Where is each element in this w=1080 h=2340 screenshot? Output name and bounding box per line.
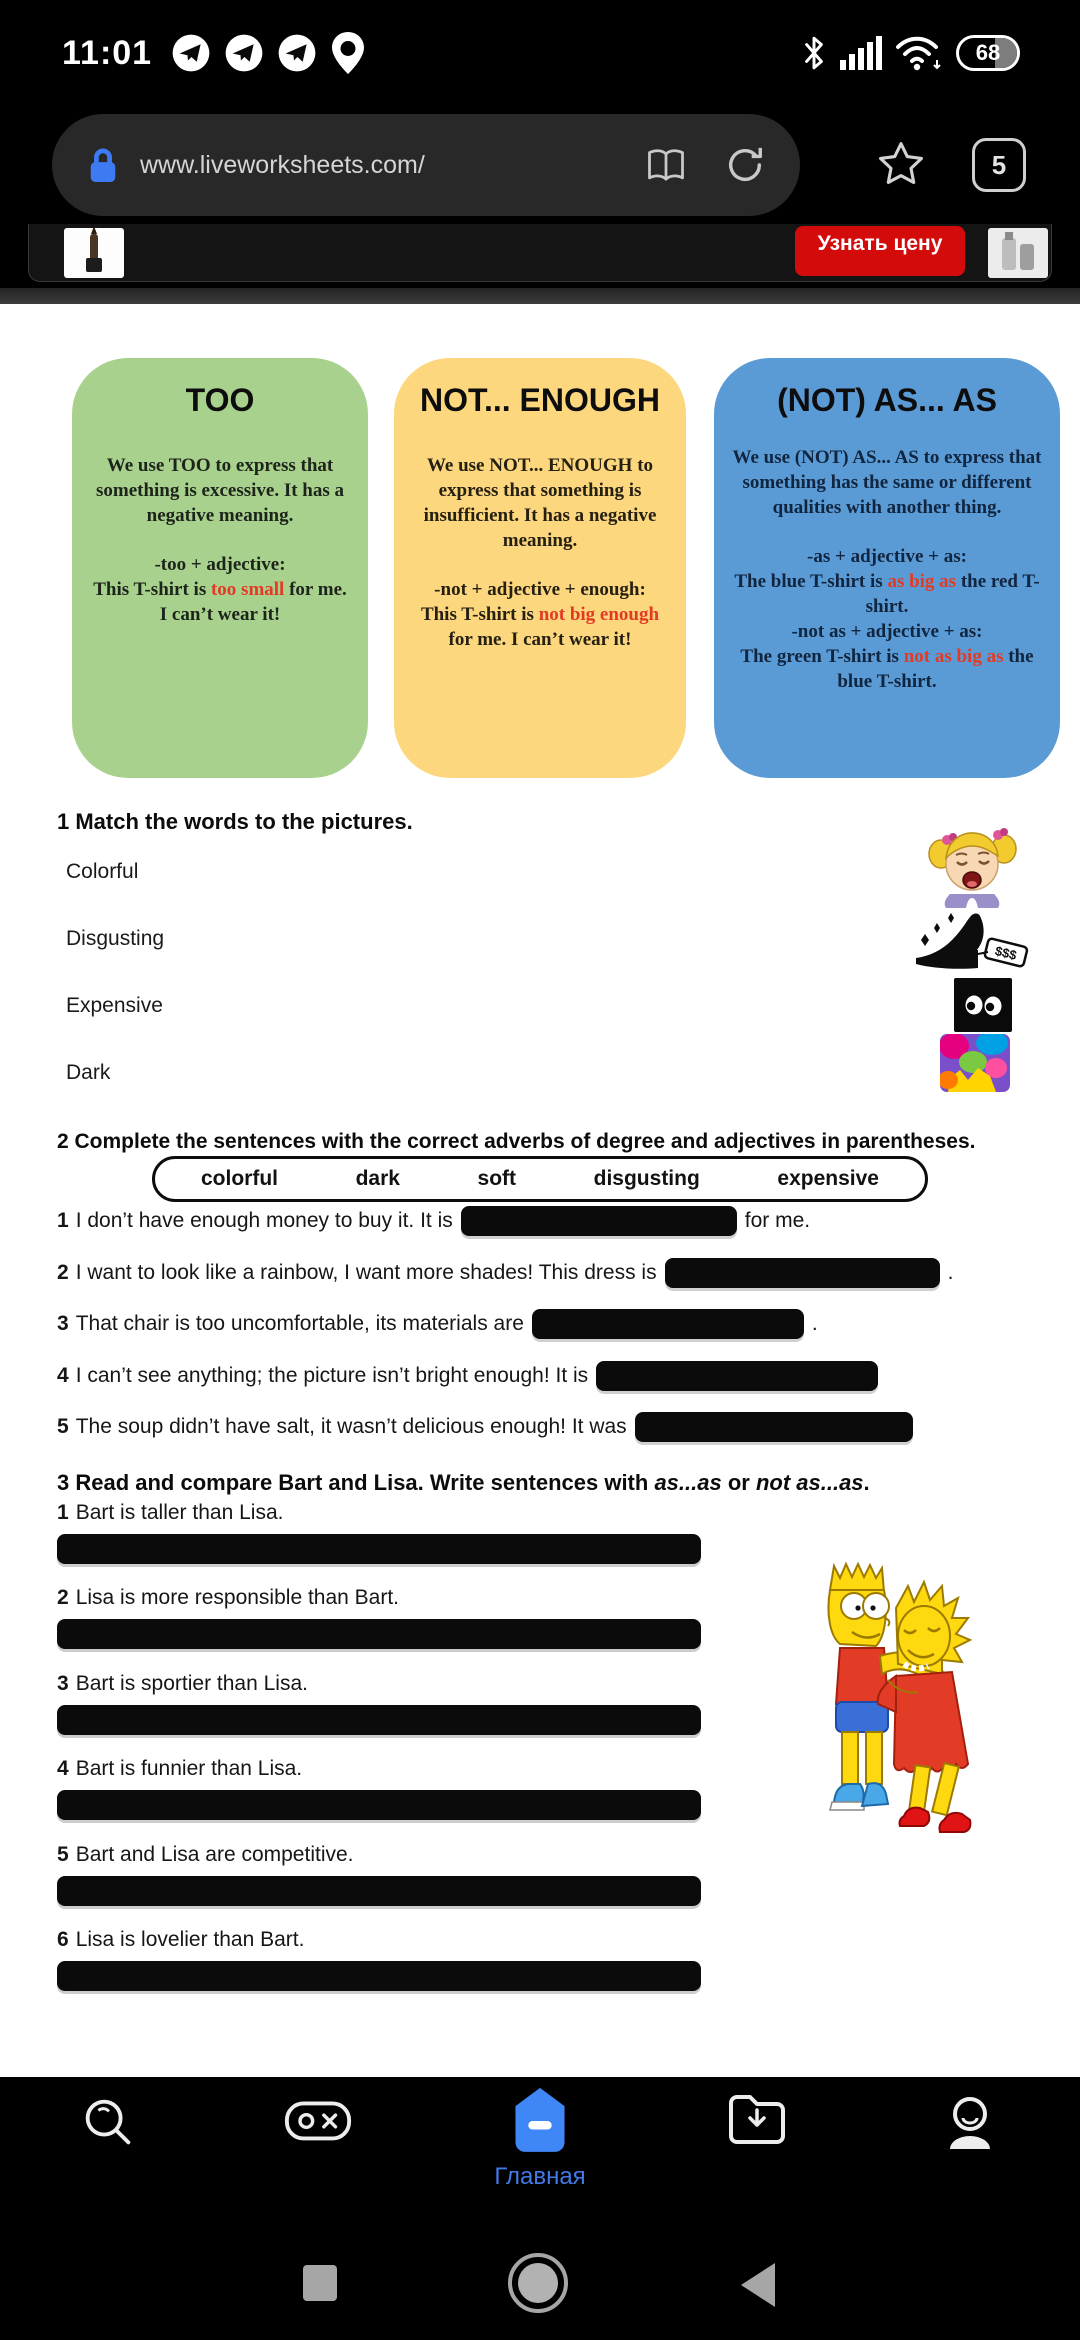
page-top-shadow <box>0 288 1080 304</box>
card-text-line <box>722 644 1052 694</box>
nav-home-label: Главная <box>494 2163 586 2190</box>
answer-input-redacted[interactable] <box>596 1361 878 1391</box>
ad-product-thumbnail[interactable] <box>64 228 124 278</box>
grammar-card-too <box>72 358 368 778</box>
telegram-notification-icon <box>276 32 318 74</box>
home-button[interactable] <box>508 2253 568 2313</box>
exercise3-heading <box>57 1470 870 1496</box>
text-segment: The blue T-shirt is <box>734 571 888 592</box>
android-navigation-bar <box>0 2235 1080 2340</box>
exercise3-prompt <box>57 1757 302 1781</box>
answer-input-redacted[interactable] <box>57 1534 701 1564</box>
exercise2-sentence <box>57 1307 818 1341</box>
match-word[interactable]: Expensive <box>66 994 163 1017</box>
telegram-notification-icon <box>170 32 212 74</box>
home-icon <box>508 2085 572 2157</box>
exercise2-sentence <box>57 1359 886 1393</box>
answer-input-redacted[interactable] <box>57 1961 701 1991</box>
text-segment: not as...as <box>755 1470 864 1495</box>
downloads-folder-icon <box>725 2091 789 2149</box>
sentence-number: 1 <box>57 1501 69 1524</box>
answer-input-redacted[interactable] <box>635 1412 913 1442</box>
sentence-text: Bart is taller than Lisa. <box>75 1501 284 1524</box>
answer-input-redacted[interactable] <box>57 1876 701 1906</box>
sentence-text: . <box>811 1312 818 1335</box>
exercise2-heading: 2 Complete the sentences with the correct adverbs of degree and adjectives in parentheses. <box>57 1130 976 1153</box>
sentence-number: 4 <box>57 1363 69 1387</box>
sentence-number: 5 <box>57 1415 69 1438</box>
bookmarks-icon[interactable] <box>644 146 688 184</box>
text-segment: We use TOO to express that something is excessive. It has a negative meaning. <box>95 455 345 526</box>
browser-bottom-nav <box>0 2077 1080 2235</box>
sentence-number: 2 <box>57 1260 69 1284</box>
sentence-text: Bart is funnier than Lisa. <box>75 1757 303 1781</box>
answer-input-redacted[interactable] <box>461 1206 737 1236</box>
word-bank-item: disgusting <box>593 1167 700 1190</box>
card-text-line <box>86 453 354 528</box>
word-bank-item: colorful <box>201 1167 278 1190</box>
address-bar[interactable] <box>52 114 800 216</box>
exercise1-heading: 1 Match the words to the pictures. <box>57 809 413 834</box>
exercise3-prompt <box>57 1672 308 1696</box>
text-segment: . <box>863 1470 870 1495</box>
text-segment: The green T-shirt is <box>740 646 904 667</box>
grammar-card-as-as <box>714 358 1060 778</box>
sentence-text: The soup didn’t have salt, it wasn’t delicious enough! It was <box>75 1415 627 1438</box>
lock-icon <box>86 144 120 186</box>
text-segment: not as big as <box>903 646 1004 667</box>
ad-cta-button[interactable]: Узнать цену <box>795 226 965 276</box>
sentence-text: Lisa is lovelier than Bart. <box>75 1928 305 1951</box>
url-text[interactable]: www.liveworksheets.com/ <box>140 150 425 179</box>
word-bank-item: dark <box>355 1167 400 1190</box>
grammar-card-not-enough <box>394 358 686 778</box>
status-bar <box>0 0 1080 106</box>
bluetooth-icon <box>801 34 827 72</box>
text-segment: for me. <box>284 579 347 600</box>
card-text-line <box>722 544 1052 569</box>
reload-icon[interactable] <box>724 144 766 186</box>
sentence-text: . <box>947 1260 954 1284</box>
sentence-number: 4 <box>57 1757 69 1781</box>
nav-profile-button[interactable] <box>915 2091 1025 2155</box>
notification-icons <box>170 30 367 76</box>
sentence-number: 2 <box>57 1586 69 1610</box>
sentence-number: 3 <box>57 1312 69 1335</box>
game-controller-icon <box>283 2091 353 2149</box>
search-icon <box>77 2091 139 2153</box>
text-segment: the blue T-shirt. <box>837 646 1034 692</box>
text-segment: -not as + adjective + as: <box>791 621 983 642</box>
exercise3-prompt <box>57 1843 354 1867</box>
card-body <box>72 453 368 627</box>
browser-toolbar <box>0 106 1080 224</box>
cellular-signal-icon <box>840 36 882 70</box>
ad-banner <box>0 224 1080 288</box>
word-bank-item: expensive <box>777 1167 879 1190</box>
sentence-text: I can’t see anything; the picture isn’t bright enough! It is <box>75 1363 589 1387</box>
card-line-spacer <box>722 520 1052 544</box>
answer-input-redacted[interactable] <box>57 1705 701 1735</box>
exercise3-prompt <box>57 1501 283 1525</box>
text-segment: This T-shirt is <box>420 604 539 625</box>
sentence-number: 6 <box>57 1928 69 1951</box>
card-text-line <box>86 577 354 602</box>
sentence-text: Lisa is more responsible than Bart. <box>75 1586 400 1610</box>
card-text-line <box>408 453 672 553</box>
card-text-line <box>722 619 1052 644</box>
sentence-text: I don’t have enough money to buy it. It is <box>75 1209 453 1232</box>
text-segment: -too + adjective: <box>154 554 286 575</box>
worksheet-page <box>0 304 1080 2077</box>
battery-indicator: 68 <box>956 35 1020 71</box>
sentence-text: Bart is sportier than Lisa. <box>75 1671 308 1695</box>
profile-icon <box>941 2091 999 2155</box>
card-line-spacer <box>86 528 354 552</box>
nav-downloads-button[interactable] <box>702 2091 812 2149</box>
text-segment: We use (NOT) AS... AS to express that something has the same or different qualities with another thing. <box>732 447 1042 518</box>
text-segment: This T-shirt is <box>93 579 211 600</box>
disgusted-girl-image[interactable] <box>926 824 1018 913</box>
text-segment: or <box>721 1470 756 1495</box>
sentence-text: I want to look like a rainbow, I want more shades! This dress is <box>75 1260 657 1284</box>
tab-counter[interactable]: 5 <box>972 138 1026 192</box>
sentence-text: That chair is too uncomfortable, its materials are <box>75 1312 524 1335</box>
exercise3-prompt <box>57 1586 399 1610</box>
text-segment: -as + adjective + as: <box>807 546 967 567</box>
sentence-number: 3 <box>57 1671 69 1695</box>
expensive-shoe-image[interactable] <box>912 910 1030 979</box>
favorite-star-icon[interactable] <box>876 140 926 188</box>
home-button-inner <box>518 2263 558 2303</box>
exercise1-words <box>66 860 164 1085</box>
text-segment: We use NOT... ENOUGH to express that something is insufficient. It has a negative meaning. <box>423 455 657 551</box>
back-button[interactable] <box>741 2263 775 2312</box>
card-title: NOT... ENOUGH <box>419 382 660 418</box>
text-segment: 3 Read and compare Bart and Lisa. Write sentences with <box>57 1470 655 1495</box>
ad-product-thumbnail[interactable] <box>988 228 1048 278</box>
bart-and-lisa-image <box>792 1544 988 1849</box>
exercise2-sentence <box>57 1256 953 1290</box>
text-segment: -not + adjective + enough: <box>434 579 646 600</box>
sentence-number: 5 <box>57 1842 69 1866</box>
clock: 11:01 <box>62 33 153 72</box>
word-bank-item: soft <box>477 1167 517 1190</box>
sentence-text: Bart and Lisa are competitive. <box>75 1842 354 1866</box>
colorful-painting-image[interactable] <box>940 1034 1010 1097</box>
match-word[interactable]: Dark <box>66 1061 111 1084</box>
card-body <box>394 453 686 652</box>
sentence-text: for me. <box>744 1209 811 1232</box>
answer-input-redacted[interactable] <box>57 1790 701 1820</box>
exercise3-prompt <box>57 1928 304 1952</box>
text-segment: I can’t wear it! <box>159 604 281 625</box>
card-text-line <box>86 602 354 627</box>
card-title: (NOT) AS... AS <box>777 382 997 418</box>
card-text-line <box>722 445 1052 520</box>
match-word[interactable]: Colorful <box>66 860 139 883</box>
text-segment: the red T-shirt. <box>865 571 1040 617</box>
nav-home-button[interactable] <box>485 2085 595 2191</box>
nav-games-button[interactable] <box>263 2091 373 2149</box>
text-segment: for me. I can’t wear it! <box>448 629 632 650</box>
dark-room-image[interactable] <box>954 978 1012 1037</box>
exercise2-sentence <box>57 1204 810 1238</box>
nav-search-button[interactable] <box>53 2091 163 2153</box>
match-word[interactable]: Disgusting <box>66 927 165 950</box>
answer-input-redacted[interactable] <box>57 1619 701 1649</box>
answer-input-redacted[interactable] <box>532 1309 804 1339</box>
card-text-line <box>86 552 354 577</box>
sentence-number: 1 <box>57 1209 69 1232</box>
text-segment: too small <box>210 579 285 600</box>
wifi-icon <box>895 34 943 72</box>
card-line-spacer <box>408 553 672 577</box>
exercise2-sentence <box>57 1410 921 1444</box>
text-segment: not big enough <box>538 604 660 625</box>
telegram-notification-icon <box>223 32 265 74</box>
word-bank <box>152 1156 928 1202</box>
card-text-line <box>408 602 672 652</box>
svg-text:$$$: $$$ <box>993 943 1019 963</box>
text-segment: as...as <box>654 1470 722 1495</box>
card-body <box>714 445 1060 694</box>
answer-input-redacted[interactable] <box>665 1258 940 1288</box>
text-segment: as big as <box>887 571 957 592</box>
card-title: TOO <box>185 382 255 418</box>
card-text-line <box>408 577 672 602</box>
card-text-line <box>722 569 1052 619</box>
recents-button[interactable] <box>303 2265 337 2301</box>
location-pin-notification-icon <box>329 30 367 76</box>
